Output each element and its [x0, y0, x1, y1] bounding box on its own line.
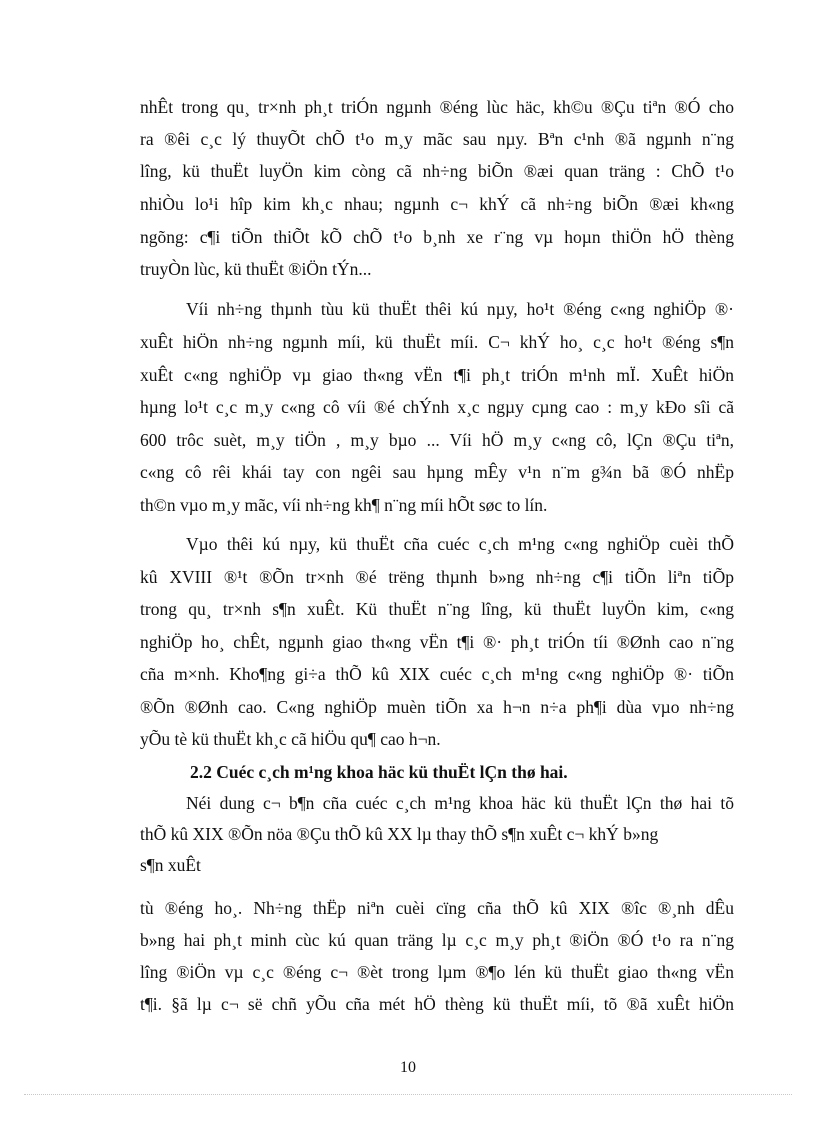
paragraph-line: nhiÒu lo¹i hîp kim kh¸c nhau; ngµnh c¬ khÝ cã nh÷ng biÕn ®æi kh«ng	[140, 194, 734, 214]
page-bottom-divider	[24, 1094, 792, 1095]
paragraph-line: xuÊt hiÖn nh÷ng ngµnh míi, kü thuËt míi. C¬ khÝ ho¸ c¸c ho¹t ®éng s¶n	[140, 332, 734, 352]
paragraph-line: th©n vµo m¸y mãc, víi nh÷ng kh¶ n¨ng míi hÕt søc to lín.	[140, 495, 548, 515]
paragraph-line: nghiÖp ho¸ chÊt, ngµnh giao th«ng vËn t¶i ®· ph¸t triÓn tíi ®Ønh cao n¨ng	[140, 632, 734, 652]
paragraph-line: s¶n xuÊt	[140, 855, 201, 875]
paragraph-line: trong qu¸ tr×nh s¶n xuÊt. Kü thuËt n¨ng lîng, kü thuËt luyÖn kim, c«ng	[140, 599, 734, 619]
paragraph-line: lîng, kü thuËt luyÖn kim còng cã nh÷ng biÕn ®æi quan träng : ChÕ t¹o	[140, 161, 734, 181]
paragraph-line: b»ng hai ph¸t minh cùc kú quan träng lµ c¸c m¸y ph¸t ®iÖn ®Ó t¹o ra n¨ng	[140, 930, 734, 950]
paragraph-line: Néi dung c¬ b¶n cña cuéc c¸ch m¹ng khoa häc kü thuËt lÇn thø hai tõ	[186, 793, 734, 813]
paragraph-line: kû XVIII ®¹t ®Õn tr×nh ®é trëng thµnh b»ng nh÷ng c¶i tiÕn liªn tiÕp	[140, 567, 734, 587]
paragraph-line: Víi nh÷ng thµnh tùu kü thuËt thêi kú nµy, ho¹t ®éng c«ng nghiÖp ®·	[186, 299, 734, 319]
page-number: 10	[400, 1059, 416, 1076]
section-heading: 2.2 Cuéc c¸ch m¹ng khoa häc kü thuËt lÇn thø hai.	[190, 762, 568, 782]
paragraph-line: ngõng: c¶i tiÕn thiÕt kÕ chÕ t¹o b¸nh xe r¨ng vµ hoµn thiÖn hÖ thèng	[140, 227, 734, 247]
paragraph-line: lîng ®iÖn vµ c¸c ®éng c¬ ®èt trong lµm ®¶o lén kü thuËt giao th«ng vËn	[140, 962, 734, 982]
paragraph-line: t¶i. §ã lµ c¬ së chñ yÕu cña mét hÖ thèng kü thuËt míi, tõ ®ã xuÊt hiÖn	[140, 994, 734, 1014]
paragraph-line: truyÒn lùc, kü thuËt ®iÖn tÝn...	[140, 259, 372, 279]
paragraph-line: yÕu tè kü thuËt kh¸c cã hiÖu qu¶ cao h¬n.	[140, 729, 441, 749]
paragraph-line: ®Õn ®Ønh cao. C«ng nghiÖp muèn tiÕn xa h¬n n÷a ph¶i dùa vµo nh÷ng	[140, 697, 734, 717]
paragraph-line: cña m×nh. Kho¶ng gi÷a thÕ kû XIX cuéc c¸ch m¹ng c«ng nghiÖp ®· tiÕn	[140, 664, 734, 684]
paragraph-line: tù ®éng ho¸. Nh÷ng thËp niªn cuèi cïng cña thÕ kû XIX ®îc ®¸nh dÊu	[140, 898, 734, 918]
paragraph-line: nhÊt trong qu¸ tr×nh ph¸t triÓn ngµnh ®éng lùc häc, kh©u ®Çu tiªn ®Ó cho	[140, 97, 734, 117]
paragraph-line: c«ng cô rêi khái tay con ngêi sau hµng mÊy v¹n n¨m g¾n bã ®Ó nhËp	[140, 462, 734, 482]
paragraph-line: 600 trôc suèt, m¸y tiÖn , m¸y bµo ... Víi hÖ m¸y c«ng cô, lÇn ®Çu tiªn,	[140, 430, 734, 450]
paragraph-line: hµng lo¹t c¸c m¸y c«ng cô víi ®é chÝnh x¸c ngµy cµng cao : m¸y kÐo sîi cã	[140, 397, 734, 417]
paragraph-line: thÕ kû XIX ®Õn nöa ®Çu thÕ kû XX lµ thay thÕ s¶n xuÊt c¬ khÝ b»ng	[140, 824, 659, 844]
paragraph-line: xuÊt c«ng nghiÖp vµ giao th«ng vËn t¶i ph¸t triÓn m¹nh mÏ. XuÊt hiÖn	[140, 365, 734, 385]
paragraph-line: ra ®êi c¸c lý thuyÕt chÕ t¹o m¸y mãc sau nµy. Bªn c¹nh ®ã ngµnh n¨ng	[140, 129, 734, 149]
paragraph-line: Vµo thêi kú nµy, kü thuËt cña cuéc c¸ch m¹ng c«ng nghiÖp cuèi thÕ	[186, 534, 734, 554]
